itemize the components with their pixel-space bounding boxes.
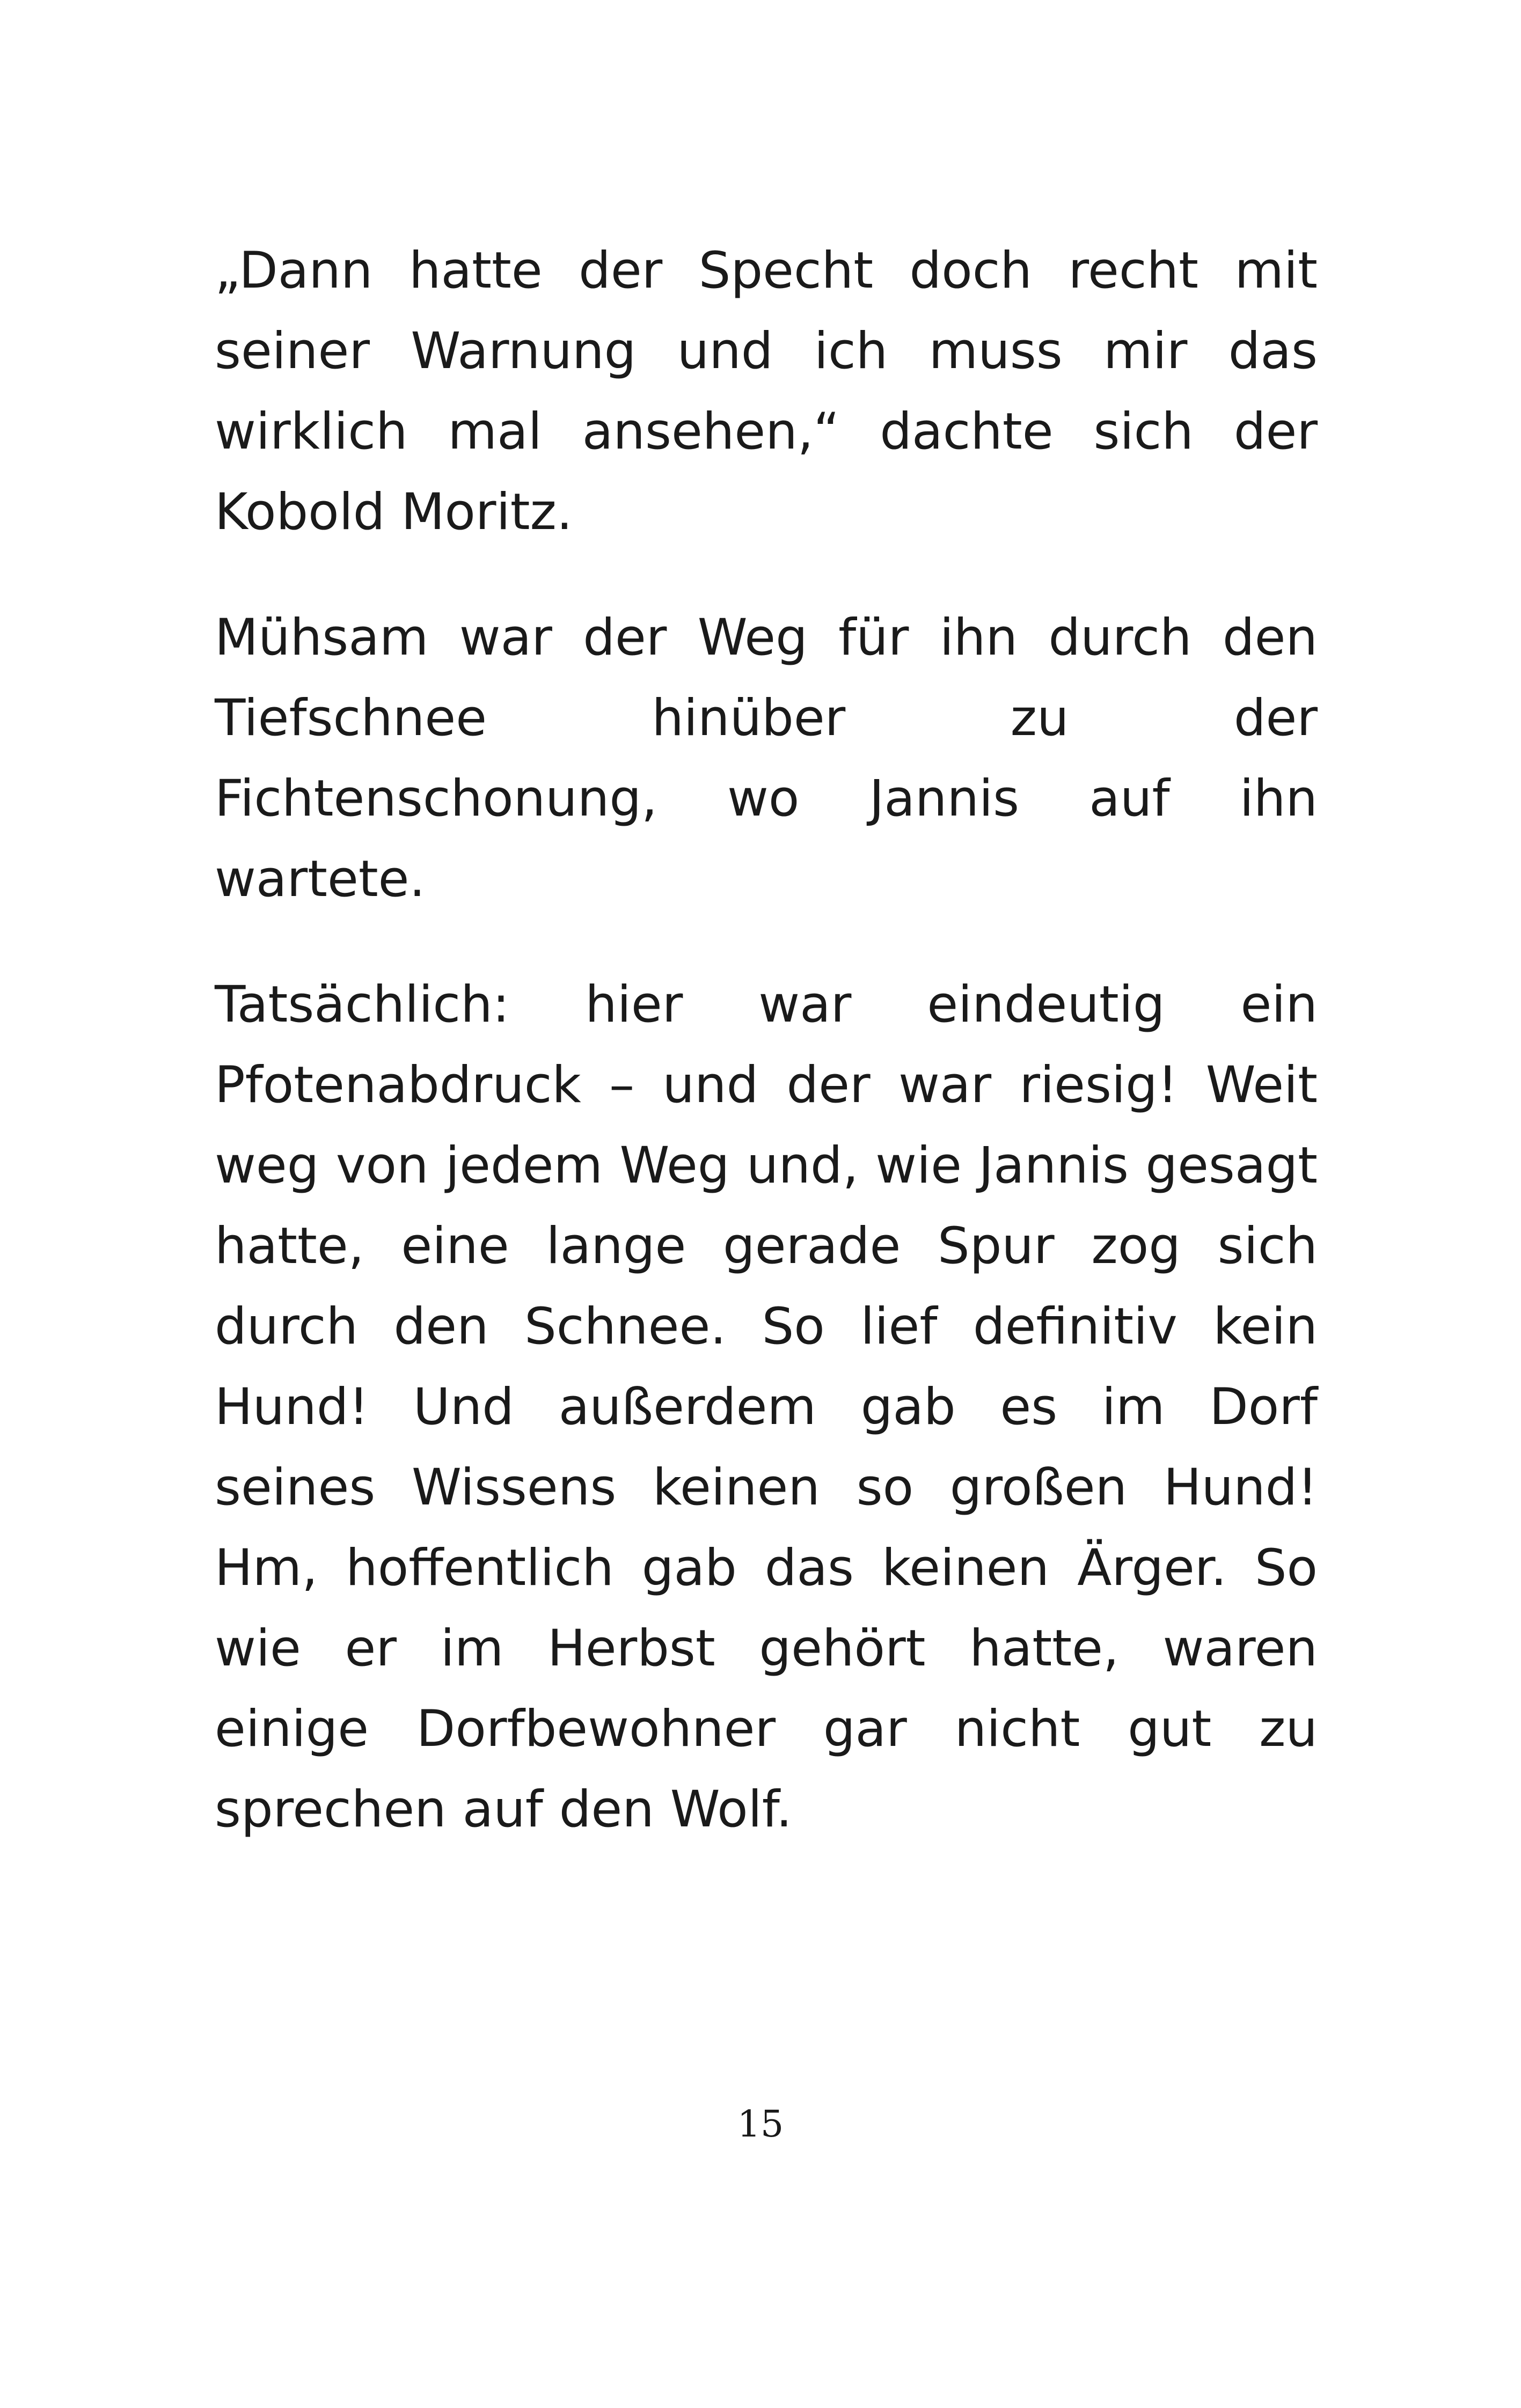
page-number: 15 — [737, 2103, 784, 2146]
body-text — [215, 231, 1318, 1895]
paragraph-3: Tatsächlich: hier war eindeutig ein Pfotenabdruck – und der war riesig! Weit weg von jedem Weg und, wie Jannis gesagt hatte, eine lange gerade Spur zog sich durch den Schnee. So lief definitiv kein Hund! Und außerdem gab es im Dorf seines Wissens keinen so großen Hund! Hm, hoffentlich gab das keinen Ärger. So wie er im Herbst gehört hatte, waren einige Dorfbewohner gar nicht gut zu sprechen auf den Wolf. — [215, 975, 1318, 1839]
paragraph-1: „Dann hatte der Specht doch recht mit seiner Warnung und ich muss mir das wirklich mal ansehen,“ dachte sich der Kobold Moritz. — [215, 241, 1318, 541]
paragraph-2: Mühsam war der Weg für ihn durch den Tiefschnee hinüber zu der Fichtenschonung, wo Jannis auf ihn wartete. — [215, 608, 1318, 908]
